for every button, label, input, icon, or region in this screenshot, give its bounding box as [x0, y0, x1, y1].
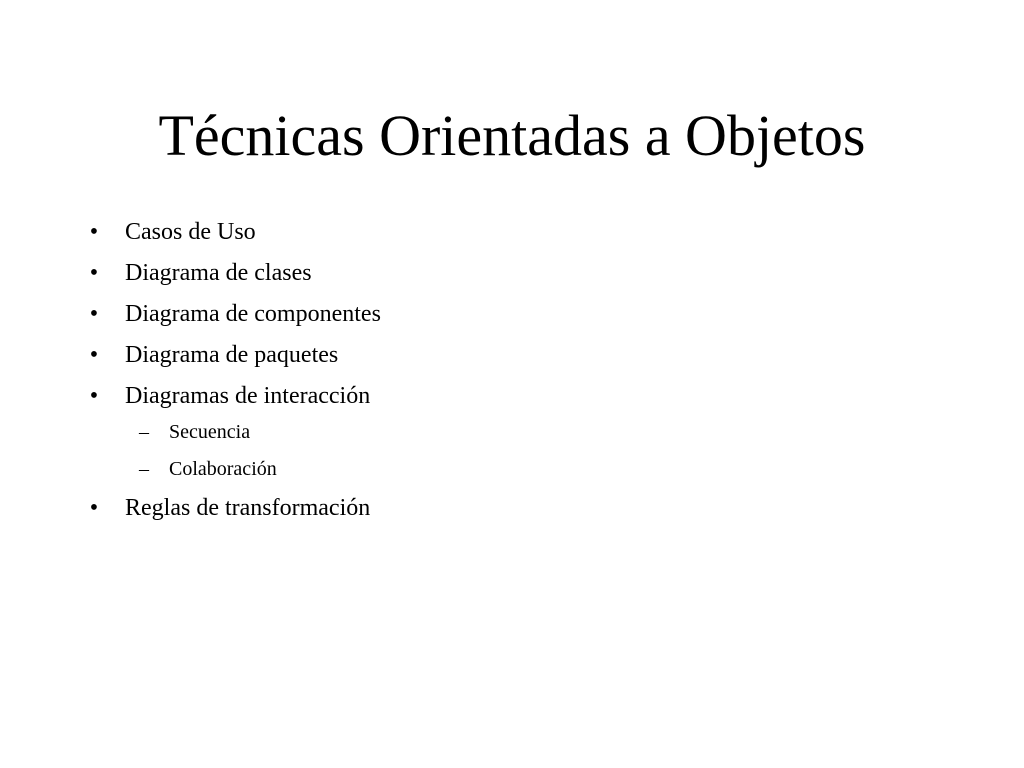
bullet-label: Diagrama de componentes [125, 301, 381, 327]
bullet-label: Diagramas de interacción [125, 383, 371, 409]
bullet-icon: • [89, 383, 99, 409]
slide-title: Técnicas Orientadas a Objetos [158, 103, 866, 168]
bullet-icon: • [89, 219, 99, 245]
bullet-item-casos-de-uso [84, 218, 964, 247]
bullet-item-diagrama-de-componentes [84, 300, 964, 329]
sub-bullet-item-secuencia [125, 420, 1005, 445]
dash-icon: – [139, 458, 149, 480]
sub-bullet-list [125, 420, 964, 482]
bullet-label: Reglas de transformación [125, 495, 371, 521]
dash-icon: – [139, 421, 149, 443]
bullet-item-diagramas-de-interaccion [84, 382, 964, 482]
bullet-icon: • [89, 260, 99, 286]
bullet-icon: • [89, 301, 99, 327]
bullet-item-diagrama-de-paquetes [84, 341, 964, 370]
bullet-item-diagrama-de-clases [84, 259, 964, 288]
bullet-icon: • [89, 495, 99, 521]
bullet-icon: • [89, 342, 99, 368]
bullet-label: Diagrama de paquetes [125, 342, 339, 368]
bullet-list [84, 218, 964, 535]
bullet-label: Diagrama de clases [125, 260, 312, 286]
sub-bullet-label: Secuencia [169, 421, 251, 443]
bullet-item-reglas-de-transformacion [84, 494, 964, 523]
bullet-label: Casos de Uso [125, 219, 256, 245]
sub-bullet-item-colaboracion [125, 457, 1005, 482]
sub-bullet-label: Colaboración [169, 458, 277, 480]
